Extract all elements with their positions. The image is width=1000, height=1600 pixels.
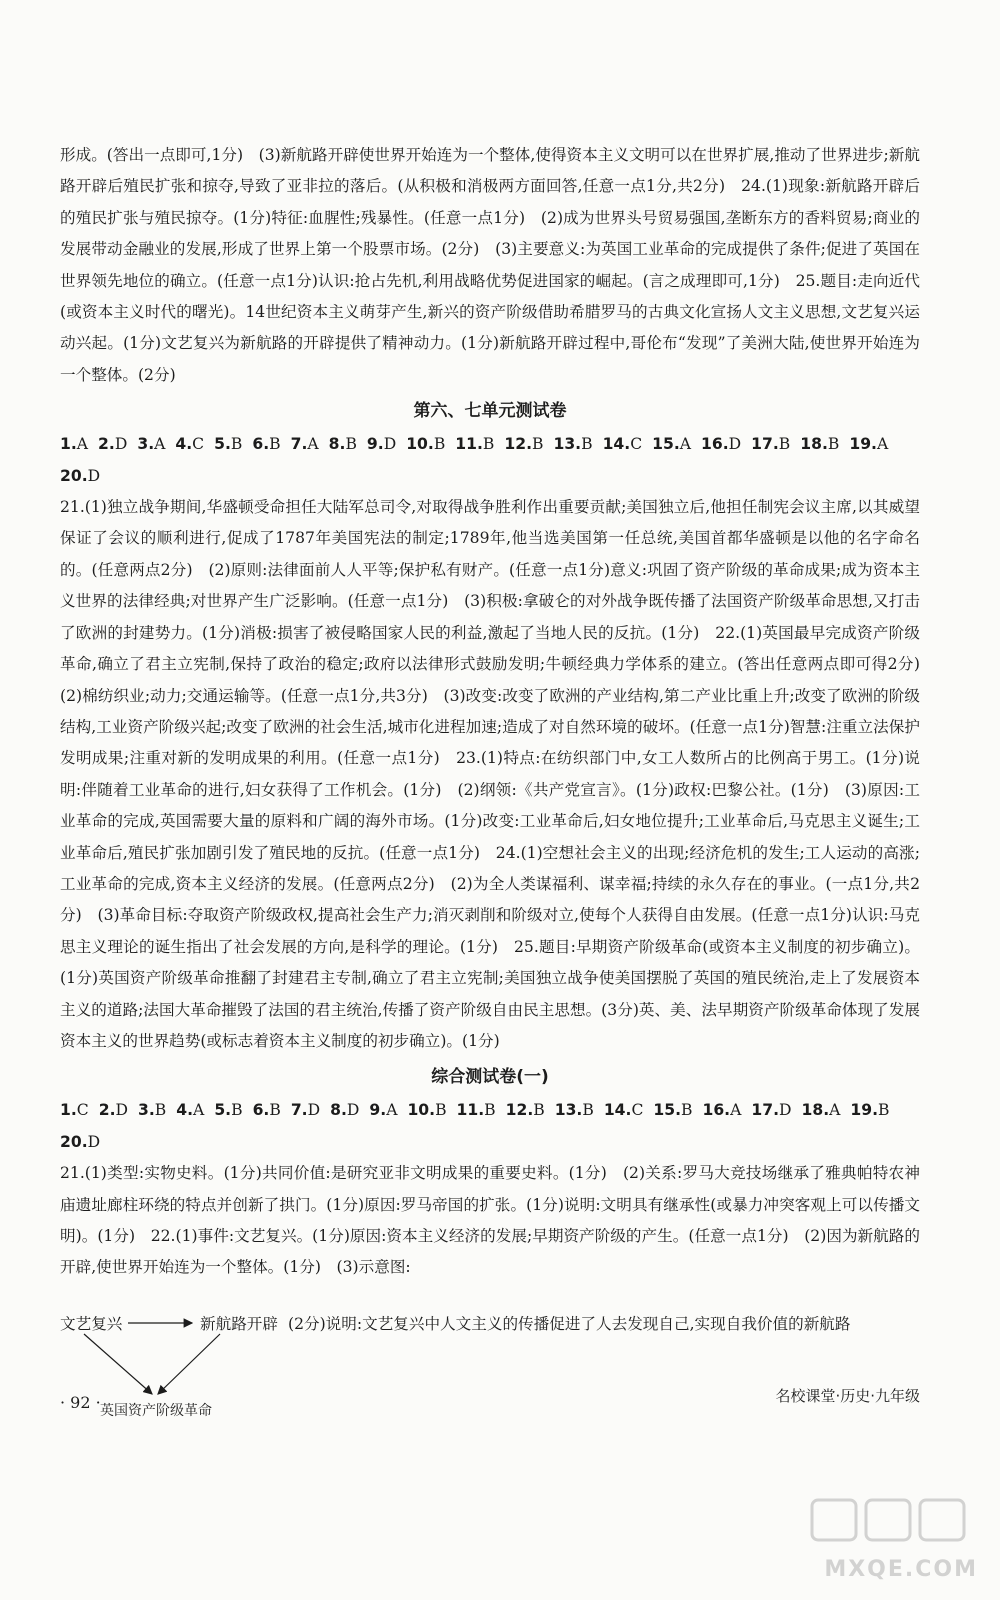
book-series-label: 名校课堂·历史·九年级 xyxy=(775,1387,920,1405)
site-watermark xyxy=(792,1492,982,1582)
mc-answer-letter: C xyxy=(192,435,205,454)
mc-question-number: 12. xyxy=(504,435,533,454)
mc-question-number: 20. xyxy=(60,466,88,485)
mc-answer-letter: A xyxy=(76,435,89,454)
mc-answer-item xyxy=(504,429,543,460)
watermark-logo-icon xyxy=(792,1492,982,1552)
mc-answer-letter: B xyxy=(484,1101,496,1120)
mc-answer-item xyxy=(555,1095,594,1126)
mc-answer-letter: B xyxy=(154,1101,167,1120)
mc-question-number: 20. xyxy=(60,1132,88,1151)
diagram-node-new-route: 新航路开辟 xyxy=(200,1315,278,1333)
mc-answer-item xyxy=(253,1095,281,1126)
mc-answer-letter: A xyxy=(730,1101,742,1120)
arrow-route-to-revolution xyxy=(158,1334,220,1394)
mc-answer-letter: A xyxy=(307,435,319,454)
answer-page xyxy=(60,140,936,1284)
mc-answer-letter: D xyxy=(728,435,742,454)
mc-answer-letter: B xyxy=(269,1101,281,1120)
mc-question-number: 16. xyxy=(701,435,729,454)
mc-answer-item xyxy=(137,429,165,460)
section-title-comprehensive-1: 综合测试卷(一) xyxy=(431,1067,549,1088)
mc-answer-letter: B xyxy=(433,435,446,454)
mc-answer-letter: B xyxy=(681,1101,693,1120)
page-number: · 92 · xyxy=(60,1393,101,1412)
mc-question-number: 15. xyxy=(652,435,680,454)
mc-answer-item xyxy=(176,1095,204,1126)
mc-answer-letter: D xyxy=(383,435,397,454)
answer-paragraph-comprehensive-1: 21.(1)类型:实物史料。(1分)共同价值:是研究亚非文明成果的重要史料。(1分) (2)关系:罗马大竞技场继承了雅典帕特农神庙遗址廊柱环绕的特点并创新了拱门。(1分)原因:罗马帝国的扩张。(1分)说明:文明具有继承性(或暴力冲突客观上可以传播文明)。(1分) 22.(1)事件:文艺复兴。(1分)原因:资本主义经济的发展;早期资产阶级的产生。(任意一点1分) (2)因为新航路的开辟,使世界开始连为一个整体。(1分) (3)示意图: xyxy=(60,1164,920,1277)
mc-question-number: 14. xyxy=(602,435,631,454)
mc-question-number: 1. xyxy=(60,435,77,454)
mc-answer-letter: B xyxy=(231,1101,243,1120)
mc-question-number: 13. xyxy=(553,435,582,454)
mc-answer-letter: D xyxy=(307,1101,321,1120)
mc-question-number: 10. xyxy=(407,1101,436,1120)
mc-question-number: 6. xyxy=(252,435,270,454)
mc-answer-letter: A xyxy=(679,435,692,454)
mc-question-number: 18. xyxy=(800,435,828,454)
mc-question-number: 7. xyxy=(290,435,308,454)
flow-diagram xyxy=(60,1312,920,1442)
mc-answer-item xyxy=(291,1095,320,1126)
mc-answer-item xyxy=(802,1095,841,1126)
mc-answer-item xyxy=(60,1095,89,1126)
mc-question-number: 7. xyxy=(290,1101,308,1120)
mc-answer-letter: D xyxy=(115,1101,129,1120)
mc-question-number: 15. xyxy=(653,1101,682,1120)
mc-answer-item xyxy=(99,1095,128,1126)
mc-answer-item xyxy=(60,429,88,460)
mc-answer-item xyxy=(252,429,280,460)
mc-answer-letter: A xyxy=(876,435,889,454)
mc-answers-comprehensive-1 xyxy=(60,1095,920,1158)
mc-answer-item xyxy=(457,1095,496,1126)
mc-answer-item xyxy=(98,429,127,460)
mc-answer-item xyxy=(800,429,839,460)
mc-question-number: 4. xyxy=(175,435,193,454)
mc-answer-letter: B xyxy=(581,435,593,454)
mc-answer-letter: B xyxy=(435,1101,447,1120)
mc-answer-letter: B xyxy=(533,1101,545,1120)
mc-question-number: 9. xyxy=(369,1101,387,1120)
mc-answer-item xyxy=(652,429,691,460)
diagram-node-renaissance: 文艺复兴 xyxy=(60,1315,123,1333)
mc-answer-letter: B xyxy=(532,435,544,454)
mc-answer-item xyxy=(175,429,204,460)
mc-answer-item xyxy=(214,1095,242,1126)
mc-answer-letter: B xyxy=(269,435,281,454)
mc-question-number: 8. xyxy=(328,435,346,454)
mc-question-number: 19. xyxy=(849,435,877,454)
mc-question-number: 1. xyxy=(60,1101,77,1120)
mc-answer-item xyxy=(702,1095,741,1126)
mc-question-number: 3. xyxy=(138,1101,155,1120)
mc-question-number: 13. xyxy=(554,1101,583,1120)
mc-answer-item xyxy=(407,1095,446,1126)
mc-question-number: 9. xyxy=(366,435,384,454)
mc-question-number: 6. xyxy=(252,1101,270,1120)
mc-answer-letter: C xyxy=(630,435,643,454)
mc-answer-item xyxy=(60,461,100,492)
mc-answer-letter: A xyxy=(154,435,166,454)
mc-question-number: 11. xyxy=(456,1101,485,1120)
mc-answer-letter: D xyxy=(87,466,101,485)
mc-answer-letter: C xyxy=(631,1101,644,1120)
mc-answer-item xyxy=(369,1095,397,1126)
mc-answer-letter: B xyxy=(345,435,357,454)
mc-answer-item xyxy=(330,1095,359,1126)
mc-answer-item xyxy=(751,429,790,460)
mc-answer-item xyxy=(849,429,888,460)
mc-question-number: 17. xyxy=(751,435,779,454)
mc-question-number: 12. xyxy=(505,1101,534,1120)
mc-answer-letter: D xyxy=(346,1101,360,1120)
mc-answer-letter: B xyxy=(582,1101,594,1120)
mc-answer-item xyxy=(367,429,396,460)
mc-answer-letter: B xyxy=(230,435,243,454)
mc-question-number: 14. xyxy=(603,1101,632,1120)
mc-question-number: 5. xyxy=(214,1101,232,1120)
mc-question-number: 4. xyxy=(176,1101,194,1120)
mc-question-number: 17. xyxy=(751,1101,779,1120)
mc-answer-item xyxy=(291,429,319,460)
mc-answer-letter: D xyxy=(87,1132,101,1151)
mc-answer-item xyxy=(751,1095,791,1126)
mc-answer-item xyxy=(604,1095,644,1126)
mc-answer-letter: C xyxy=(76,1101,89,1120)
mc-question-number: 18. xyxy=(801,1101,830,1120)
mc-answer-item xyxy=(506,1095,545,1126)
mc-question-number: 2. xyxy=(98,435,115,454)
answer-paragraph-unit-6-7: 21.(1)独立战争期间,华盛顿受命担任大陆军总司令,对取得战争胜利作出重要贡献;美国独立后,他担任制宪会议主席,以其威望保证了会议的顺利进行,促成了1787年美国宪法的制定;1789年,他当选美国第一任总统,美国首都华盛顿是以他的名字命名的。(任意两点2分) (2)原则:法律面前人人平等;保护私有财产。(任意一点1分)意义:巩固了资产阶级的革命成果;成为资本主义世界的法律经典;对世界产生广泛影响。(任意一点1分) (3)积极:拿破仑的对外战争既传播了法国资产阶级革命思想,又打击了欧洲的封建势力。(1分)消极:损害了被侵略国家人民的利益,激起了当地人民的反抗。(1分) 22.(1)英国最早完成资产阶级革命,确立了君主立宪制,保持了政治的稳定;政府以法律形式鼓励发明;牛顿经典力学体系的建立。(答出任意两点即可得2分) (2)棉纺织业;动力;交通运输等。(任意一点1分,共3分) (3)改变:改变了欧洲的产业结构,第二产业比重上升;改变了欧洲的阶级结构,工业资产阶级兴起;改变了欧洲的社会生活,城市化进程加速;造成了对自然环境的破坏。(任意一点1分)智慧:注重立法保护发明成果;注重对新的发明成果的利用。(任意一点1分) 23.(1)特点:在纺织部门中,女工人数所占的比例高于男工。(1分)说明:伴随着工业革命的进行,妇女获得了工作机会。(1分) (2)纲领:《共产党宣言》。(1分)政权:巴黎公社。(1分) (3)原因:工业革命的完成,英国需要大量的原料和广阔的海外市场。(1分)改变:工业革命后,妇女地位提升;工业革命后,马克思主义诞生;工业革命后,殖民扩张加剧引发了殖民地的反抗。(任意一点1分) 24.(1)空想社会主义的出现;经济危机的发生;工人运动的高涨;工业革命的完成,资本主义经济的发展。(任意两点2分) (2)为全人类谋福利、谋幸福;持续的永久存在的事业。(一点1分,共2分) (3)革命目标:夺取资产阶级政权,提高社会生产力;消灭剥削和阶级对立,使每个人获得自由发展。(任意一点1分)认识:马克思主义理论的诞生指出了社会发展的方向,是科学的理论。(1分) 25.题目:早期资产阶级革命(或资本主义制度的初步确立)。(1分)英国资产阶级革命推翻了封建君主专制,确立了君主立宪制;美国独立战争使美国摆脱了英国的殖民统治,走上了发展资本主义的道路;法国大革命摧毁了法国的君主统治,传播了资产阶级自由民主思想。(3分)英、美、法早期资产阶级革命体现了发展资本主义的世界趋势(或标志着资本主义制度的初步确立)。(1分) xyxy=(60,498,936,1050)
mc-question-number: 8. xyxy=(330,1101,347,1120)
mc-answer-letter: B xyxy=(778,435,791,454)
mc-question-number: 10. xyxy=(406,435,434,454)
mc-answer-item xyxy=(850,1095,889,1126)
section-title-unit-6-7: 第六、七单元测试卷 xyxy=(413,401,567,422)
mc-answers-unit-6-7 xyxy=(60,429,920,492)
diagram-explanation: (2分)说明:文艺复兴中人文主义的传播促进了人去发现自己,实现自我价值的新航路 xyxy=(288,1315,851,1333)
mc-answer-letter: B xyxy=(827,435,840,454)
watermark-text: MXQE.COM xyxy=(824,1557,978,1582)
mc-answer-letter: B xyxy=(482,435,495,454)
mc-answer-letter: D xyxy=(114,435,128,454)
mc-question-number: 16. xyxy=(702,1101,731,1120)
mc-question-number: 5. xyxy=(214,435,231,454)
mc-question-number: 2. xyxy=(98,1101,116,1120)
mc-answer-item xyxy=(701,429,741,460)
mc-answer-letter: A xyxy=(193,1101,205,1120)
diagram-node-english-revolution: 英国资产阶级革命 xyxy=(100,1403,212,1419)
arrow-renaissance-to-revolution xyxy=(84,1334,152,1394)
mc-answer-item xyxy=(329,429,357,460)
mc-question-number: 19. xyxy=(850,1101,879,1120)
mc-answer-item xyxy=(553,429,592,460)
mc-answer-letter: D xyxy=(779,1101,792,1120)
mc-question-number: 11. xyxy=(455,435,483,454)
intro-paragraph: 形成。(答出一点即可,1分) (3)新航路开辟使世界开始连为一个整体,使得资本主义文明可以在世界扩展,推动了世界进步;新航路开辟后殖民扩张和掠夺,导致了亚非拉的落后。(从积极和消极两方面回答,任意一点1分,共2分) 24.(1)现象:新航路开辟后的殖民扩张与殖民掠夺。(1分)特征:血腥性;残暴性。(任意一点1分) (2)成为世界头号贸易强国,垄断东方的香料贸易;商业的发展带动金融业的发展,形成了世界上第一个股票市场。(2分) (3)主要意义:为英国工业革命的完成提供了条件;促进了英国在世界领先地位的确立。(任意一点1分)认识:抢占先机,利用战略优势促进国家的崛起。(言之成理即可,1分) 25.题目:走向近代(或资本主义时代的曙光)。14世纪资本主义萌芽产生,新兴的资产阶级借助希腊罗马的古典文化宣扬人文主义思想,文艺复兴运动兴起。(1分)文艺复兴为新航路的开辟提供了精神动力。(1分)新航路开辟过程中,哥伦布“发现”了美洲大陆,使世界开始连为一个整体。(2分) xyxy=(60,146,920,384)
mc-answer-item xyxy=(214,429,242,460)
mc-answer-item xyxy=(138,1095,166,1126)
mc-answer-item xyxy=(455,429,494,460)
mc-answer-letter: A xyxy=(829,1101,841,1120)
mc-answer-letter: B xyxy=(878,1101,890,1120)
mc-question-number: 3. xyxy=(137,435,155,454)
mc-answer-item xyxy=(406,429,445,460)
mc-answer-letter: A xyxy=(386,1101,398,1120)
mc-answer-item xyxy=(653,1095,692,1126)
mc-answer-item xyxy=(603,429,643,460)
mc-answer-item xyxy=(60,1127,100,1158)
